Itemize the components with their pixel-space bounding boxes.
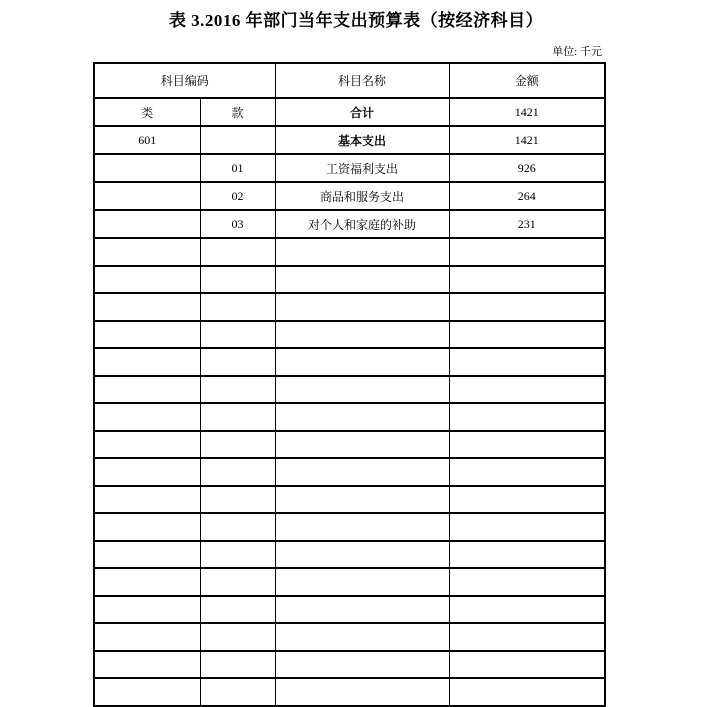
- cell-code-item: 03: [200, 210, 275, 238]
- empty-cell: [449, 513, 605, 541]
- cell-code-class: 类: [94, 98, 200, 126]
- cell-amount: 1421: [449, 98, 605, 126]
- cell-code-class: [94, 210, 200, 238]
- empty-cell: [200, 541, 275, 569]
- table-row-empty: [94, 238, 605, 266]
- cell-amount: 926: [449, 154, 605, 182]
- empty-cell: [94, 293, 200, 321]
- empty-cell: [449, 458, 605, 486]
- table-row-empty: [94, 513, 605, 541]
- empty-cell: [275, 321, 449, 349]
- cell-code-item: 02: [200, 182, 275, 210]
- empty-cell: [449, 623, 605, 651]
- cell-subject-name: 基本支出: [275, 126, 449, 154]
- table-row-empty: [94, 266, 605, 294]
- table-row-empty: [94, 431, 605, 459]
- table-row-total: [94, 98, 605, 126]
- table-row-empty: [94, 403, 605, 431]
- empty-cell: [94, 623, 200, 651]
- empty-cell: [275, 403, 449, 431]
- cell-subject-name: 商品和服务支出: [275, 182, 449, 210]
- empty-cell: [94, 596, 200, 624]
- cell-subject-name: 工资福利支出: [275, 154, 449, 182]
- empty-cell: [275, 541, 449, 569]
- empty-cell: [200, 321, 275, 349]
- empty-cell: [94, 651, 200, 679]
- empty-cell: [275, 266, 449, 294]
- empty-cell: [275, 376, 449, 404]
- header-amount: 金额: [449, 63, 605, 98]
- empty-cell: [94, 266, 200, 294]
- empty-cell: [449, 541, 605, 569]
- empty-cell: [275, 651, 449, 679]
- empty-cell: [275, 623, 449, 651]
- empty-cell: [200, 348, 275, 376]
- cell-amount: 231: [449, 210, 605, 238]
- empty-cell: [275, 348, 449, 376]
- empty-cell: [275, 513, 449, 541]
- empty-cell: [200, 293, 275, 321]
- empty-cell: [449, 293, 605, 321]
- cell-code-class: [94, 182, 200, 210]
- cell-code-item: 款: [200, 98, 275, 126]
- empty-cell: [94, 513, 200, 541]
- empty-cell: [275, 293, 449, 321]
- empty-cell: [275, 678, 449, 706]
- empty-cell: [275, 458, 449, 486]
- table-row-empty: [94, 348, 605, 376]
- empty-cell: [449, 596, 605, 624]
- empty-cell: [94, 431, 200, 459]
- unit-label: 单位: 千元: [552, 46, 602, 58]
- empty-cell: [200, 403, 275, 431]
- table-row-basic-expenditure: [94, 126, 605, 154]
- table-row-empty: [94, 293, 605, 321]
- empty-cell: [275, 596, 449, 624]
- empty-cell: [94, 541, 200, 569]
- empty-cell: [200, 376, 275, 404]
- empty-cell: [275, 431, 449, 459]
- cell-code-class: 601: [94, 126, 200, 154]
- empty-cell: [94, 568, 200, 596]
- table-row-empty: [94, 623, 605, 651]
- cell-amount: 1421: [449, 126, 605, 154]
- empty-cell: [275, 238, 449, 266]
- empty-cell: [449, 678, 605, 706]
- header-subject-name: 科目名称: [275, 63, 449, 98]
- empty-cell: [200, 678, 275, 706]
- empty-cell: [200, 238, 275, 266]
- empty-cell: [94, 321, 200, 349]
- cell-amount: 264: [449, 182, 605, 210]
- empty-cell: [449, 266, 605, 294]
- table-row-empty: [94, 376, 605, 404]
- cell-subject-name: 对个人和家庭的补助: [275, 210, 449, 238]
- table-row-empty: [94, 678, 605, 706]
- table-header-row: [94, 63, 605, 98]
- empty-cell: [200, 623, 275, 651]
- empty-cell: [200, 486, 275, 514]
- empty-cell: [94, 678, 200, 706]
- empty-cell: [200, 431, 275, 459]
- empty-cell: [449, 376, 605, 404]
- empty-cell: [200, 568, 275, 596]
- table-row-individual-family-subsidy: [94, 210, 605, 238]
- table-row-empty: [94, 651, 605, 679]
- empty-cell: [449, 486, 605, 514]
- table-row-empty: [94, 568, 605, 596]
- empty-cell: [200, 458, 275, 486]
- empty-cell: [449, 348, 605, 376]
- header-subject-code: 科目编码: [94, 63, 275, 98]
- empty-cell: [94, 403, 200, 431]
- empty-cell: [449, 568, 605, 596]
- empty-cell: [449, 238, 605, 266]
- empty-cell: [94, 486, 200, 514]
- empty-cell: [200, 266, 275, 294]
- empty-cell: [449, 651, 605, 679]
- empty-cell: [200, 651, 275, 679]
- table-row-goods-services: [94, 182, 605, 210]
- table-row-wages-welfare: [94, 154, 605, 182]
- table-row-empty: [94, 596, 605, 624]
- empty-cell: [449, 403, 605, 431]
- empty-cell: [200, 596, 275, 624]
- empty-cell: [94, 458, 200, 486]
- empty-cell: [94, 376, 200, 404]
- table-row-empty: [94, 486, 605, 514]
- cell-code-item: 01: [200, 154, 275, 182]
- empty-cell: [449, 431, 605, 459]
- empty-cell: [94, 348, 200, 376]
- page-title: 表 3.2016 年部门当年支出预算表（按经济科目）: [168, 11, 544, 30]
- budget-table: [93, 62, 606, 707]
- cell-code-item: [200, 126, 275, 154]
- empty-cell: [275, 568, 449, 596]
- empty-cell: [449, 321, 605, 349]
- cell-code-class: [94, 154, 200, 182]
- empty-cell: [94, 238, 200, 266]
- empty-cell: [275, 486, 449, 514]
- empty-cell: [200, 513, 275, 541]
- table-row-empty: [94, 321, 605, 349]
- table-row-empty: [94, 541, 605, 569]
- cell-subject-name: 合计: [275, 98, 449, 126]
- table-row-empty: [94, 458, 605, 486]
